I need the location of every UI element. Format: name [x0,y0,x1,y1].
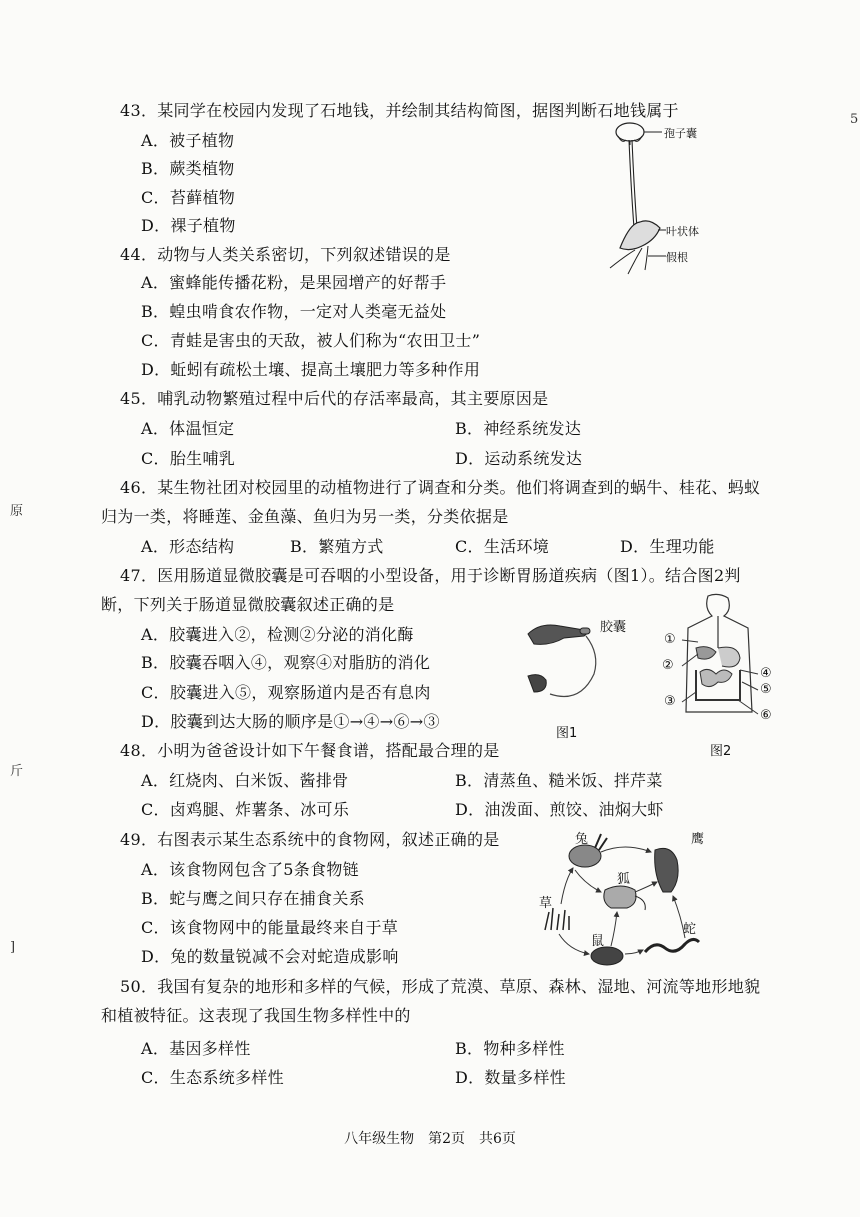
question-49-stem: 49．右图表示某生态系统中的食物网，叙述正确的是 [120,830,500,849]
snake-label: 蛇 [683,922,697,937]
rhizoid-label: 假根 [666,251,688,264]
food-web-figure [535,830,715,980]
margin-mark: 5 [850,112,859,127]
q43-option-c[interactable]: C．苔藓植物 [141,188,236,207]
marker-3: ③ [664,694,676,709]
question-45-stem: 45．哺乳动物繁殖过程中后代的存活率最高，其主要原因是 [120,389,549,408]
question-47-stem-cont: 断，下列关于肠道显微胶囊叙述正确的是 [101,595,395,614]
q45-option-a[interactable]: A．体温恒定 [141,419,235,438]
question-44-stem: 44．动物与人类关系密切，下列叙述错误的是 [120,245,451,264]
mouse-label: 鼠 [591,934,605,949]
question-43-stem: 43．某同学在校园内发现了石地钱，并绘制其结构简图，据图判断石地钱属于 [120,101,679,120]
q44-option-d[interactable]: D．蚯蚓有疏松土壤、提高土壤肥力等多种作用 [141,360,481,379]
q46-option-b[interactable]: B．繁殖方式 [290,537,384,556]
capsule-label: 胶囊 [600,620,627,635]
q50-option-b[interactable]: B．物种多样性 [455,1039,565,1058]
question-50-stem: 50．我国有复杂的地形和多样的气候，形成了荒漠、草原、森林、湿地、河流等地形地貌 [120,977,761,996]
q46-option-d[interactable]: D．生理功能 [620,537,715,556]
q44-option-b[interactable]: B．蝗虫啃食农作物，一定对人类毫无益处 [141,302,447,321]
digestive-system-figure [658,592,778,759]
q48-option-c[interactable]: C．卤鸡腿、炸薯条、冰可乐 [141,800,350,819]
capsule-figure [520,614,640,741]
q45-option-d[interactable]: D．运动系统发达 [455,449,583,468]
fox-label: 狐 [617,872,631,887]
grass-label: 草 [539,896,553,911]
marker-4: ④ [760,666,772,681]
q44-option-c[interactable]: C．青蛙是害虫的天敌，被人们称为“农田卫士” [141,331,481,350]
margin-mark: 斤 [10,764,24,779]
q47-option-b[interactable]: B．胶囊吞咽入④，观察④对脂肪的消化 [141,653,431,672]
margin-mark: ] [10,940,16,955]
margin-mark: 原 [10,504,24,519]
q47-option-c[interactable]: C．胶囊进入⑤，观察肠道内是否有息肉 [141,683,431,702]
q45-option-b[interactable]: B．神经系统发达 [455,419,582,438]
question-47-stem: 47．医用肠道显微胶囊是可吞咽的小型设备，用于诊断胃肠道疾病（图1）。结合图2判 [120,566,741,585]
q49-option-c[interactable]: C．该食物网中的能量最终来自于草 [141,918,399,937]
question-46-stem-cont: 归为一类，将睡莲、金鱼藻、鱼归为另一类，分类依据是 [101,507,509,526]
q47-option-a[interactable]: A．胶囊进入②，检测②分泌的消化酶 [141,625,414,644]
q50-option-d[interactable]: D．数量多样性 [455,1068,566,1087]
marker-6: ⑥ [760,708,772,723]
question-46-stem: 46．某生物社团对校园里的动植物进行了调查和分类。他们将调查到的蜗牛、桂花、蚂蚁 [120,478,761,497]
q43-option-d[interactable]: D．裸子植物 [141,216,236,235]
q49-option-d[interactable]: D．兔的数量锐减不会对蛇造成影响 [141,947,399,966]
q46-option-a[interactable]: A．形态结构 [141,537,235,556]
q48-option-a[interactable]: A．红烧肉、白米饭、酱排骨 [141,771,349,790]
marker-5: ⑤ [760,682,772,697]
question-48-stem: 48．小明为爸爸设计如下午餐食谱，搭配最合理的是 [120,741,500,760]
figure-1-caption: 图1 [556,726,578,741]
thallus-label: 叶状体 [666,225,699,238]
spore-capsule-label: 孢子囊 [664,127,697,140]
q45-option-c[interactable]: C．胎生哺乳 [141,449,236,468]
question-50-stem-cont: 和植被特征。这表现了我国生物多样性中的 [101,1006,411,1025]
q48-option-d[interactable]: D．油泼面、煎饺、油焖大虾 [455,800,664,819]
rabbit-label: 兔 [575,832,589,847]
liverwort-figure [600,118,720,278]
q50-option-c[interactable]: C．生态系统多样性 [141,1068,284,1087]
marker-1: ① [664,632,676,647]
q49-option-b[interactable]: B．蛇与鹰之间只存在捕食关系 [141,889,365,908]
q47-option-d[interactable]: D．胶囊到达大肠的顺序是①→④→⑥→③ [141,712,440,731]
figure-2-caption: 图2 [710,744,732,759]
q48-option-b[interactable]: B．清蒸鱼、糙米饭、拌芹菜 [455,771,663,790]
q50-option-a[interactable]: A．基因多样性 [141,1039,251,1058]
page-footer: 八年级生物 第2页 共6页 [344,1131,516,1147]
q43-option-b[interactable]: B．蕨类植物 [141,159,235,178]
marker-2: ② [662,658,674,673]
food-web-drawing [535,830,715,980]
q46-option-c[interactable]: C．生活环境 [455,537,550,556]
q43-option-a[interactable]: A．被子植物 [141,131,235,150]
eagle-label: 鹰 [691,832,705,847]
q44-option-a[interactable]: A．蜜蜂能传播花粉，是果园增产的好帮手 [141,273,447,292]
liverwort-drawing [600,118,720,278]
q49-option-a[interactable]: A．该食物网包含了5条食物链 [141,860,359,879]
